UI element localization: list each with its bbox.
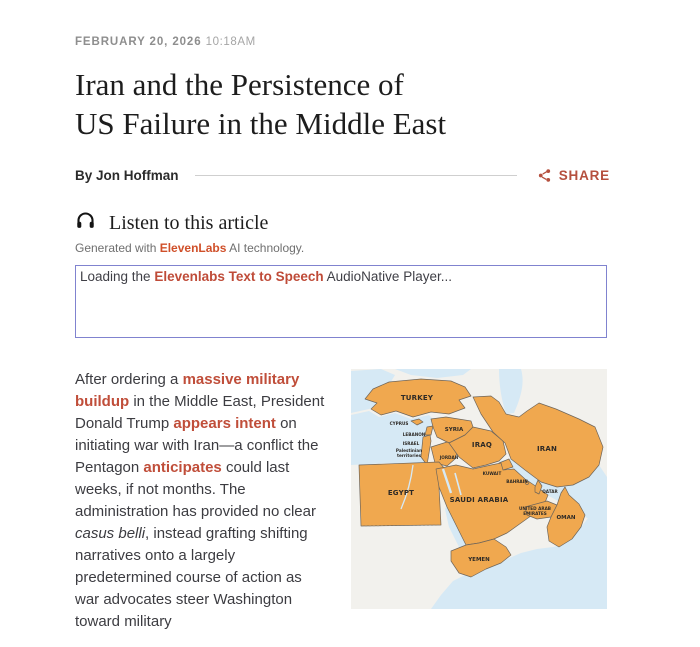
map-label-iran: IRAN xyxy=(536,445,558,453)
text-segment: Generated with xyxy=(75,241,160,255)
map-label-cyprus: CYPRUS xyxy=(389,421,409,426)
publish-date xyxy=(75,36,610,48)
text-segment: Loading the xyxy=(80,269,155,284)
map-label-israel: ISRAEL xyxy=(402,441,420,446)
inline-link[interactable]: massive military buildup xyxy=(75,371,300,410)
middle-east-map xyxy=(351,369,607,609)
inline-link[interactable]: Elevenlabs Text to Speech xyxy=(154,269,324,284)
inline-link[interactable]: appears intent xyxy=(173,415,276,432)
date-text: FEBRUARY 20, 2026 xyxy=(75,36,202,48)
share-icon xyxy=(537,168,552,183)
map-label-uae-1: UNITED ARAB xyxy=(518,506,552,511)
map-label-jordan: JORDAN xyxy=(439,455,459,460)
inline-link[interactable]: ElevenLabs xyxy=(159,241,227,255)
map-label-qatar: QATAR xyxy=(542,489,558,494)
map-label-lebanon: LEBANON xyxy=(402,432,426,437)
map-label-oman: OMAN xyxy=(556,515,576,521)
share-label: SHARE xyxy=(558,168,610,183)
headphones-icon xyxy=(75,210,96,236)
map-label-bahrain: BAHRAIN xyxy=(506,479,528,484)
title-line-1: Iran and the Persistence of xyxy=(75,67,404,102)
map-label-egypt: EGYPT xyxy=(387,489,415,497)
byline-divider xyxy=(195,175,517,176)
ai-credit-line xyxy=(75,241,610,255)
inline-link[interactable]: anticipates xyxy=(143,459,222,476)
map-label-iraq: IRAQ xyxy=(471,441,493,449)
map-label-yemen: YEMEN xyxy=(468,557,490,563)
audio-player-box xyxy=(75,265,607,338)
listen-heading: Listen to this article xyxy=(109,211,269,234)
article-paragraph xyxy=(75,369,327,633)
text-segment: AudioNative Player... xyxy=(323,269,452,284)
map-label-saudi-arabia: SAUDI ARABIA xyxy=(449,496,509,504)
listen-row xyxy=(75,210,610,236)
text-segment: casus belli xyxy=(75,525,146,542)
map-label-palestinian-2: territories xyxy=(396,453,422,458)
text-segment: on initiating war with Iran—a conflict the Pentagon xyxy=(75,415,319,476)
article-body-row xyxy=(75,369,607,633)
byline-author: By Jon Hoffman xyxy=(75,168,179,183)
map-label-palestinian-1: Palestinian xyxy=(395,448,423,453)
text-segment: After ordering a xyxy=(75,371,183,388)
text-segment: AI technology. xyxy=(226,241,305,255)
map-label-turkey: TURKEY xyxy=(400,394,434,402)
time-text: 10:18AM xyxy=(205,36,256,48)
map-label-uae-2: EMIRATES xyxy=(523,511,547,516)
byline-row xyxy=(75,168,610,183)
map-label-kuwait: KUWAIT xyxy=(482,471,502,476)
title-line-2: US Failure in the Middle East xyxy=(75,106,447,141)
text-segment: , instead grafting shifting narratives onto a largely predetermined course of action as war advocates steer Washington toward military xyxy=(75,525,308,630)
share-button[interactable] xyxy=(537,168,610,183)
text-segment: could last weeks, if not months. The administration has provided no clear xyxy=(75,459,316,520)
page-title xyxy=(75,65,610,143)
map-label-syria: SYRIA xyxy=(444,427,464,433)
text-segment: in the Middle East, President Donald Trump xyxy=(75,393,325,432)
